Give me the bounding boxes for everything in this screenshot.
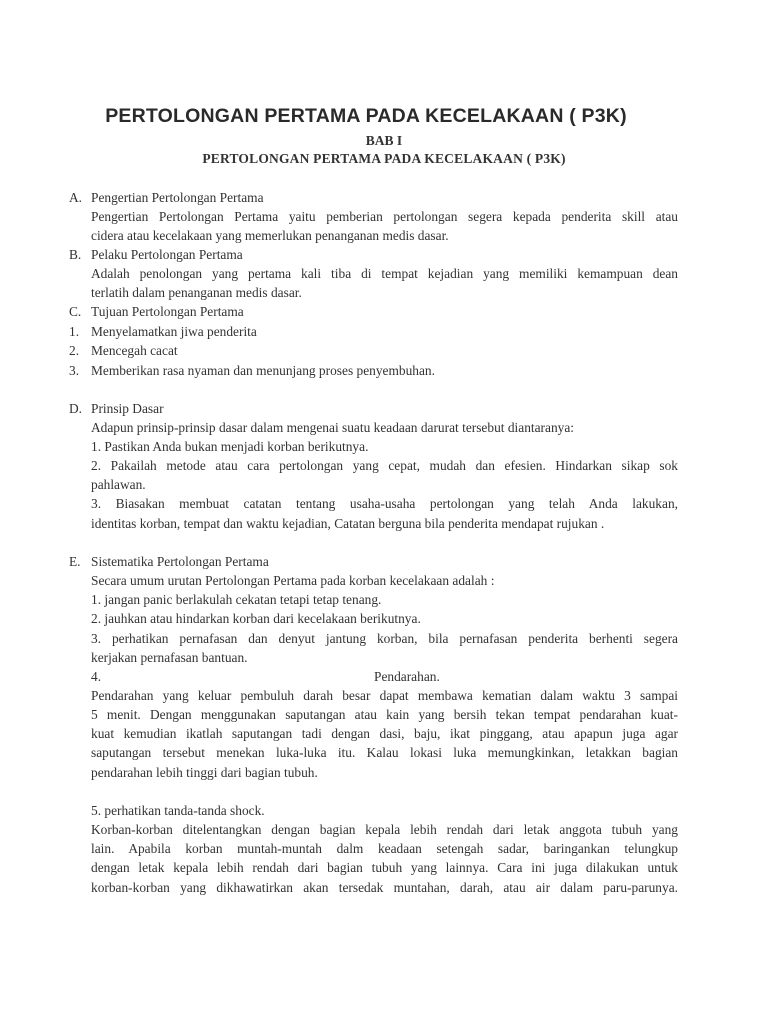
paragraph-text: 5. perhatikan tanda-tanda shock. xyxy=(91,803,265,818)
paragraph-text: 3. perhatikan pernafasan dan denyut jantung korban, bila pernafasan penderita berhenti segera xyxy=(91,631,678,646)
paragraph-text: 5 menit. Dengan menggunakan saputangan atau kain yang bersih tekan tempat pendarahan kuat- xyxy=(91,707,678,722)
list-text: Memberikan rasa nyaman dan menunjang proses penyembuhan. xyxy=(91,363,435,378)
paragraph-text: Korban-korban ditelentangkan dengan bagian kepala lebih rendah dari letak anggota tubuh yang xyxy=(91,822,678,837)
document-title: PERTOLONGAN PERTAMA PADA KECELAKAAN ( P3K) xyxy=(105,105,627,127)
list-marker: 1. xyxy=(69,324,80,339)
paragraph-text: kerjakan pernafasan bantuan. xyxy=(91,650,248,665)
paragraph-text: saputangan tersebut menekan luka-luka itu. Kalau lokasi luka memungkinkan, letakkan bagian xyxy=(91,745,678,760)
paragraph-text: pahlawan. xyxy=(91,477,146,492)
paragraph-text: terlatih dalam penanganan medis dasar. xyxy=(91,285,302,300)
chapter-subtitle: PERTOLONGAN PERTAMA PADA KECELAKAAN ( P3K) xyxy=(202,151,566,166)
list-text: Menyelamatkan jiwa penderita xyxy=(91,324,257,339)
list-marker: 3. xyxy=(69,363,80,378)
subsection-heading: Pendarahan. xyxy=(374,669,440,684)
list-marker: 2. xyxy=(69,343,80,358)
paragraph-text: Pendarahan yang keluar pembuluh darah besar dapat membawa kematian dalam waktu 3 sampai xyxy=(91,688,678,703)
section-heading: Prinsip Dasar xyxy=(91,401,164,416)
section-heading: Tujuan Pertolongan Pertama xyxy=(91,304,244,319)
paragraph-text: Pengertian Pertolongan Pertama yaitu pemberian pertolongan segera kepada penderita skill atau xyxy=(91,209,678,224)
paragraph-text: identitas korban, tempat dan waktu kejadian, Catatan berguna bila penderita mendapat rujukan . xyxy=(91,516,605,531)
paragraph-text: 1. jangan panic berlakulah cekatan tetapi tetap tenang. xyxy=(91,592,382,607)
paragraph-text: Adapun prinsip-prinsip dasar dalam mengenai suatu keadaan darurat tersebut diantaranya: xyxy=(91,420,575,435)
paragraph-text: 1. Pastikan Anda bukan menjadi korban berikutnya. xyxy=(91,439,369,454)
paragraph-text: lain. Apabila korban muntah-muntah dalm keadaan setengah sadar, baringankan telungkup xyxy=(91,841,678,856)
paragraph-text: cidera atau kecelakaan yang memerlukan penanganan medis dasar. xyxy=(91,228,449,243)
section-heading: Pelaku Pertolongan Pertama xyxy=(91,247,243,262)
section-marker: E. xyxy=(69,554,81,569)
paragraph-text: Secara umum urutan Pertolongan Pertama pada korban kecelakaan adalah : xyxy=(91,573,495,588)
section-heading: Pengertian Pertolongan Pertama xyxy=(91,190,264,205)
section-marker: C. xyxy=(69,304,82,319)
section-heading: Sistematika Pertolongan Pertama xyxy=(91,554,269,569)
section-marker: D. xyxy=(69,401,83,416)
paragraph-text: 2. Pakailah metode atau cara pertolongan yang cepat, mudah dan efesien. Hindarkan sikap sok xyxy=(91,458,678,473)
chapter-label: BAB I xyxy=(365,133,403,148)
paragraph-text: 3. Biasakan membuat catatan tentang usaha-usaha pertolongan yang telah Anda lakukan, xyxy=(91,496,678,511)
paragraph-text: pendarahan lebih tinggi dari bagian tubuh. xyxy=(91,765,318,780)
list-text: Mencegah cacat xyxy=(91,343,178,358)
section-marker: B. xyxy=(69,247,82,262)
paragraph-text: dengan letak kepala lebih rendah dari bagian tubuh yang lainnya. Cara ini juga dilakukan untuk xyxy=(91,860,678,875)
paragraph-text: 2. jauhkan atau hindarkan korban dari kecelakaan berikutnya. xyxy=(91,611,421,626)
list-marker: 4. xyxy=(91,669,102,684)
paragraph-text: kuat kemudian ikatlah saputangan tadi dengan dasi, baju, ikat pinggang, atau apapun juga agar xyxy=(91,726,678,741)
section-marker: A. xyxy=(69,190,83,205)
paragraph-text: korban-korban yang dikhawatirkan akan tersedak muntahan, darah, atau air dalam paru-parunya. xyxy=(91,880,678,895)
paragraph-text: Adalah penolongan yang pertama kali tiba di tempat kejadian yang memiliki kemampuan dean xyxy=(91,266,678,281)
